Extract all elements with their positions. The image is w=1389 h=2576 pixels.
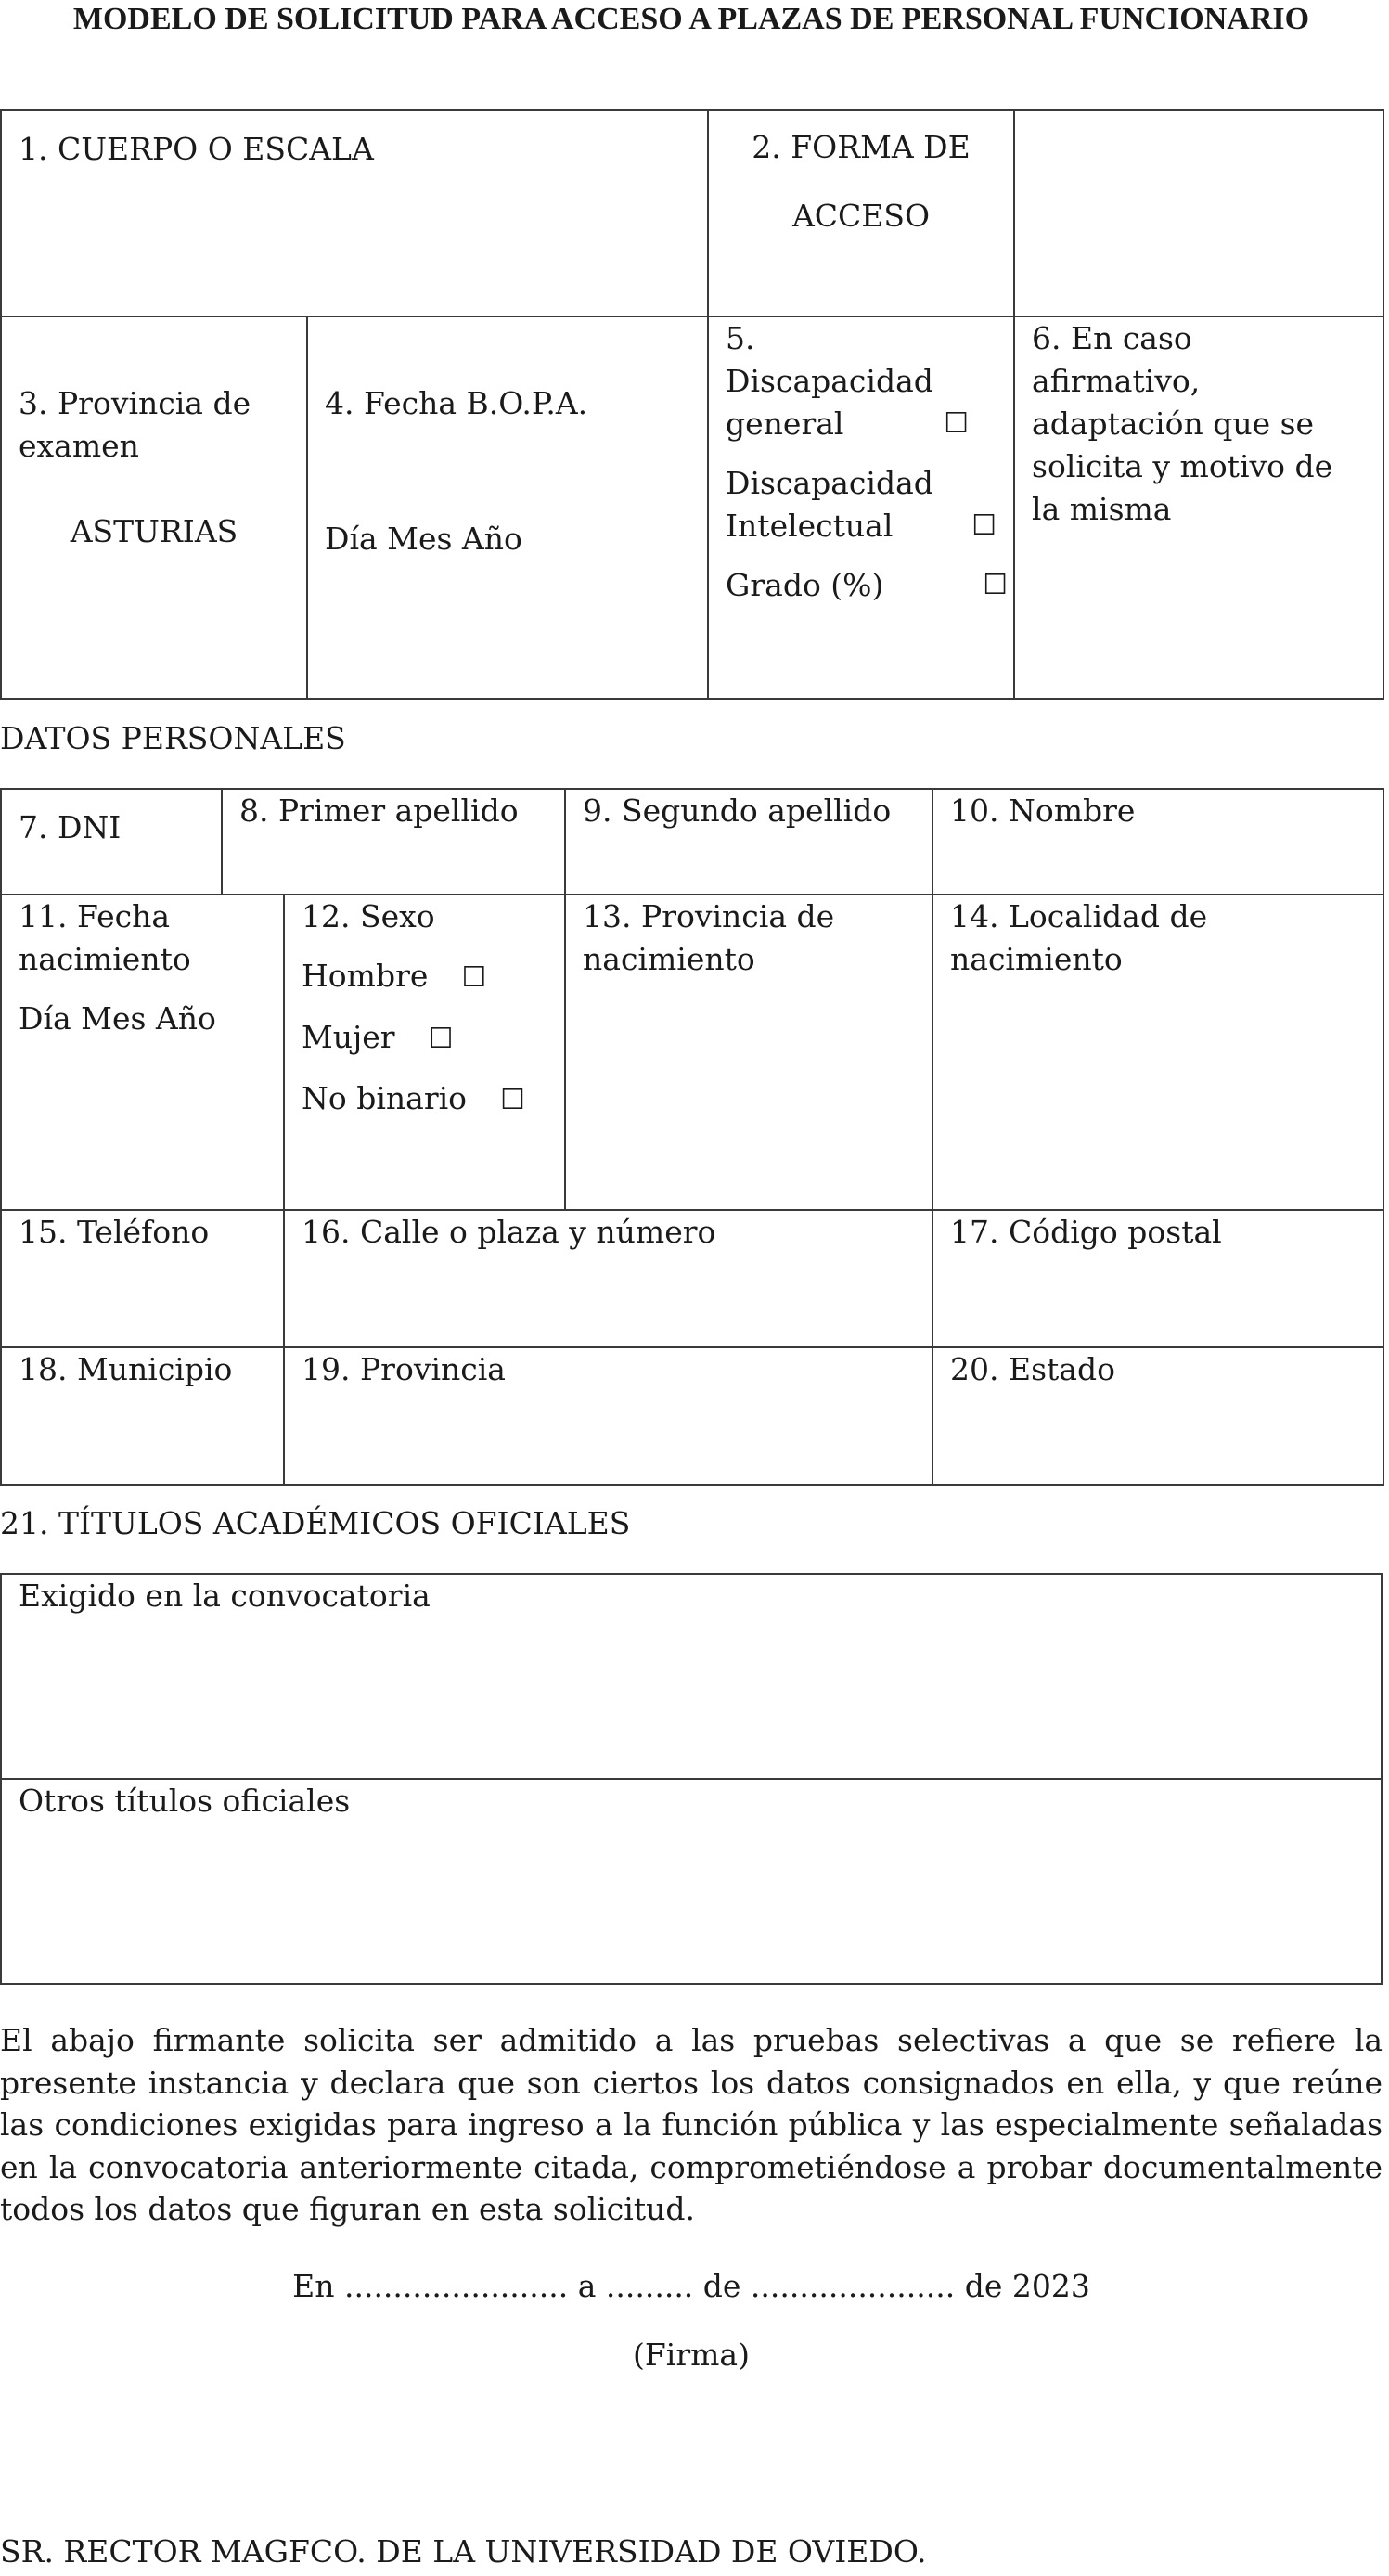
provincia-examen-field[interactable] xyxy=(1,316,307,699)
fecha-bopa-date-parts: Día Mes Año xyxy=(325,521,522,557)
disc-intelectual-label: Discapacidad Intelectual xyxy=(726,465,933,544)
codigo-postal-label: 17. Código postal xyxy=(950,1214,1222,1250)
municipio-field[interactable] xyxy=(1,1347,284,1485)
personal-data-table xyxy=(0,788,1384,1486)
dni-field[interactable] xyxy=(1,789,222,895)
titulo-exigido-field[interactable] xyxy=(1,1574,1382,1779)
primer-apellido-label: 8. Primer apellido xyxy=(239,792,519,829)
localidad-nacimiento-label: 14. Localidad de nacimiento xyxy=(950,898,1208,977)
fecha-nacimiento-field[interactable] xyxy=(1,895,284,1210)
provincia-nacimiento-field[interactable] xyxy=(565,895,932,1210)
sexo-field xyxy=(284,895,565,1210)
titulos-heading: 21. TÍTULOS ACADÉMICOS OFICIALES xyxy=(0,1505,631,1541)
provincia-field[interactable] xyxy=(284,1347,932,1485)
municipio-label: 18. Municipio xyxy=(19,1351,233,1387)
disc-general-checkbox[interactable]: ☐ xyxy=(944,407,970,440)
nombre-label: 10. Nombre xyxy=(950,792,1136,829)
discapacidad-field xyxy=(708,316,1014,699)
disc-general-label: 5. Discapacidad general xyxy=(726,320,933,442)
forma-acceso-field[interactable] xyxy=(708,110,1014,316)
addressee-line: SR. RECTOR MAGFCO. DE LA UNIVERSIDAD DE OVIEDO. xyxy=(0,2533,927,2570)
fecha-nacimiento-date-parts: Día Mes Año xyxy=(19,1000,216,1037)
date-place-line: En ....................... a ......... de ..................... de 2023 xyxy=(292,2268,1090,2304)
primer-apellido-field[interactable] xyxy=(222,789,565,895)
dni-label: 7. DNI xyxy=(19,809,122,845)
segundo-apellido-label: 9. Segundo apellido xyxy=(583,792,892,829)
titulos-table xyxy=(0,1573,1383,1985)
provincia-examen-label: 3. Provincia de examen xyxy=(19,385,251,464)
disc-intelectual-checkbox[interactable]: ☐ xyxy=(971,509,997,542)
datos-personales-heading: DATOS PERSONALES xyxy=(0,720,346,756)
declaration-paragraph: El abajo firmante solicita ser admitido a las pruebas selectivas a que se refiere la presente instancia y declara que son ciertos los datos consignados en ella, y que reúne las condiciones exigidas para ingreso a la función pública y las especialmente señaladas en la convocatoria anteriormente citada, comprometiéndose a probar documentalmente todos los datos que figuran en esta solicitud. xyxy=(0,2022,1383,2227)
exam-info-table xyxy=(0,109,1384,700)
grado-checkbox[interactable]: ☐ xyxy=(983,569,1009,601)
estado-field[interactable] xyxy=(932,1347,1383,1485)
telefono-label: 15. Teléfono xyxy=(19,1214,210,1250)
cuerpo-escala-label: 1. CUERPO O ESCALA xyxy=(19,131,374,167)
adaptacion-label: 6. En caso afirmativo, adaptación que se solicita y motivo de la misma xyxy=(1032,320,1333,527)
form-title: MODELO DE SOLICITUD PARA ACCESO A PLAZAS DE PERSONAL FUNCIONARIO xyxy=(72,2,1310,36)
fecha-bopa-label: 4. Fecha B.O.P.A. xyxy=(325,385,588,421)
otros-titulos-field[interactable] xyxy=(1,1779,1382,1984)
titulo-exigido-label: Exigido en la convocatoria xyxy=(19,1578,431,1614)
forma-acceso-value-field[interactable] xyxy=(1014,110,1383,316)
sexo-label: 12. Sexo xyxy=(302,898,435,934)
otros-titulos-label: Otros títulos oficiales xyxy=(19,1783,351,1819)
nombre-field[interactable] xyxy=(932,789,1383,895)
codigo-postal-field[interactable] xyxy=(932,1210,1383,1347)
no-binario-checkbox[interactable]: ☐ xyxy=(500,1084,525,1116)
fecha-bopa-field[interactable] xyxy=(307,316,708,699)
calle-label: 16. Calle o plaza y número xyxy=(302,1214,716,1250)
calle-field[interactable] xyxy=(284,1210,932,1347)
signature-label: (Firma) xyxy=(633,2337,750,2373)
localidad-nacimiento-field[interactable] xyxy=(932,895,1383,1210)
fecha-nacimiento-label: 11. Fecha nacimiento xyxy=(19,898,191,977)
provincia-label: 19. Provincia xyxy=(302,1351,506,1387)
adaptacion-field[interactable] xyxy=(1014,316,1383,699)
forma-acceso-label-line2: ACCESO xyxy=(791,198,931,234)
provincia-examen-value: ASTURIAS xyxy=(70,513,238,549)
hombre-checkbox[interactable]: ☐ xyxy=(461,961,487,994)
no-binario-label: No binario xyxy=(302,1080,468,1116)
estado-label: 20. Estado xyxy=(950,1351,1115,1387)
cuerpo-escala-field[interactable] xyxy=(1,110,708,316)
mujer-label: Mujer xyxy=(302,1019,395,1055)
forma-acceso-label-line1: 2. FORMA DE xyxy=(752,129,971,165)
hombre-label: Hombre xyxy=(302,958,429,994)
segundo-apellido-field[interactable] xyxy=(565,789,932,895)
grado-label: Grado (%) xyxy=(726,567,884,603)
provincia-nacimiento-label: 13. Provincia de nacimiento xyxy=(583,898,835,977)
telefono-field[interactable] xyxy=(1,1210,284,1347)
mujer-checkbox[interactable]: ☐ xyxy=(428,1023,454,1055)
